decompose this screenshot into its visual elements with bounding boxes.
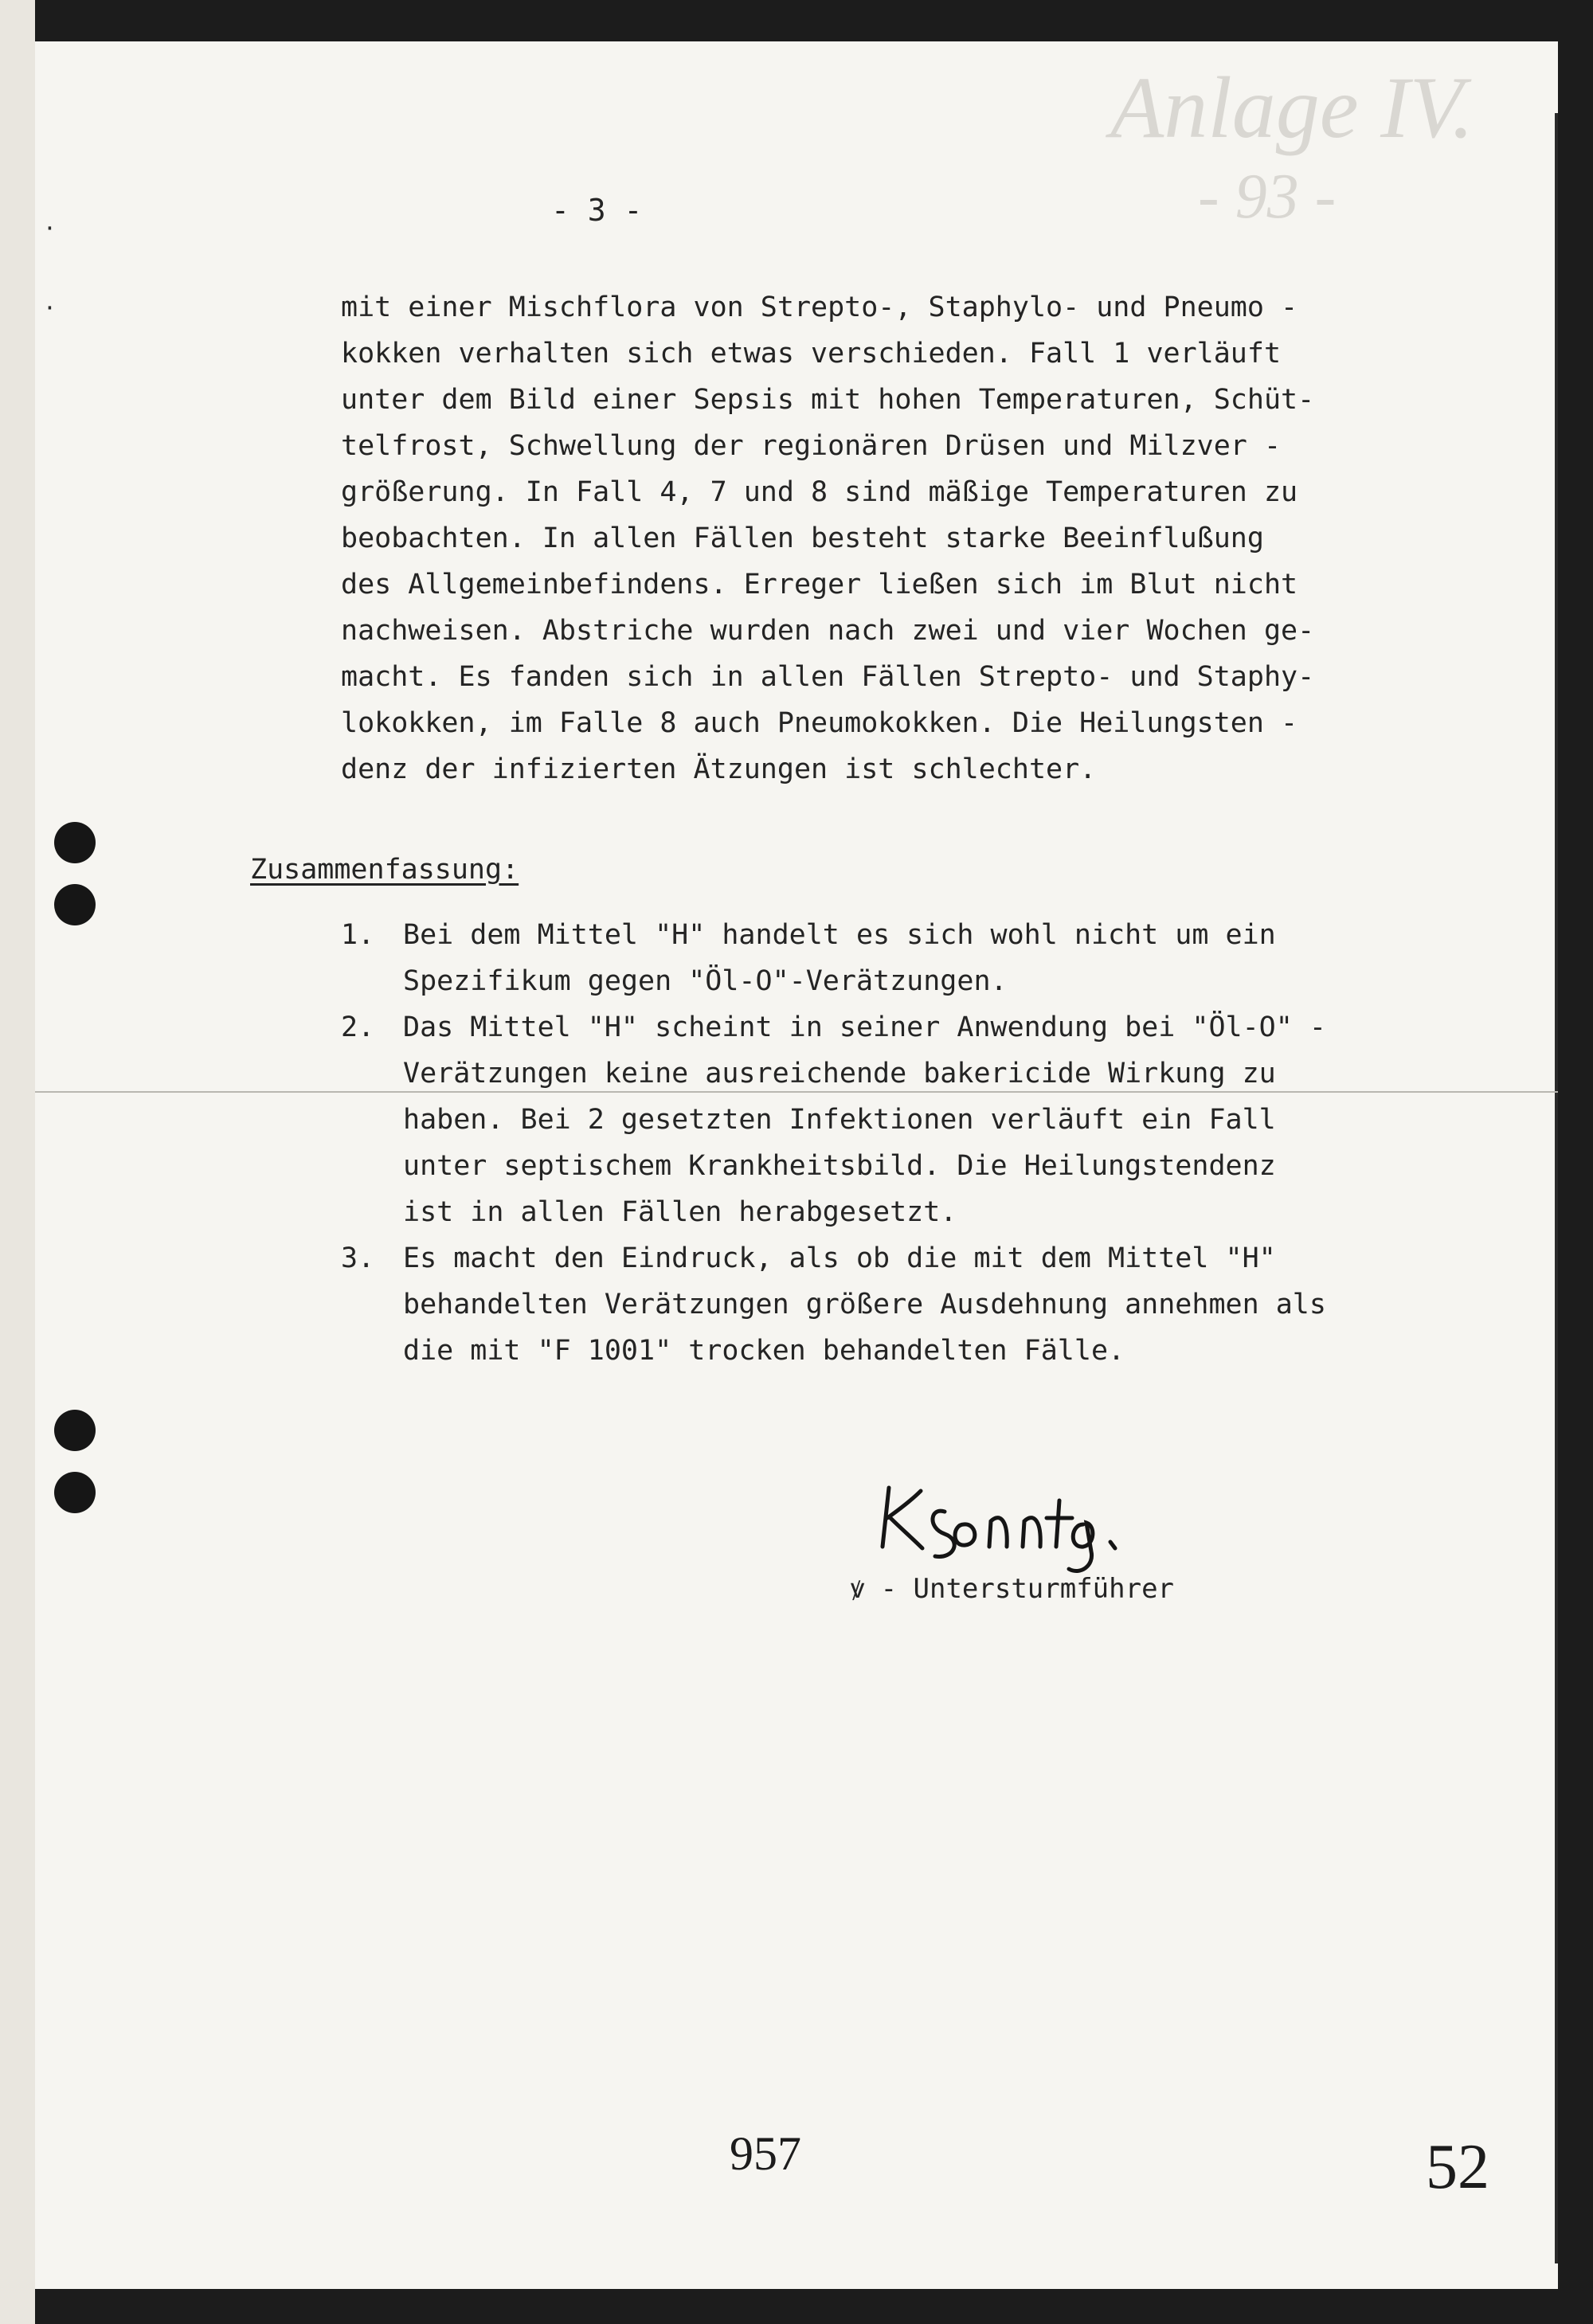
summary-item-number: 1.	[341, 919, 375, 951]
paragraph-line: denz der infizierten Ätzungen ist schlechter.	[341, 753, 1097, 785]
paragraph-line: beobachten. In allen Fällen besteht starke Beeinflußung	[341, 522, 1264, 554]
summary-item-number: 2.	[341, 1011, 375, 1043]
summary-item-line: Das Mittel "H" scheint in seiner Anwendung bei "Öl-O" -	[403, 1011, 1326, 1043]
punch-hole	[54, 1410, 96, 1451]
faint-sheet-number: - 93 -	[1198, 162, 1337, 232]
stray-mark: ·	[43, 215, 57, 241]
summary-item-line: Es macht den Eindruck, als ob die mit dem Mittel "H"	[403, 1242, 1276, 1274]
summary-item-line: behandelten Verätzungen größere Ausdehnung annehmen als	[403, 1289, 1326, 1320]
paragraph-line: macht. Es fanden sich in allen Fällen Strepto- und Staphy-	[341, 661, 1315, 693]
paragraph-line: größerung. In Fall 4, 7 und 8 sind mäßige Temperaturen zu	[341, 476, 1298, 508]
paragraph-line: mit einer Mischflora von Strepto-, Staphylo- und Pneumo -	[341, 291, 1298, 323]
paragraph-line: nachweisen. Abstriche wurden nach zwei und vier Wochen ge-	[341, 615, 1315, 647]
faint-annex-note: Anlage IV.	[1110, 59, 1474, 156]
punch-hole	[54, 1472, 96, 1513]
summary-item-line: Spezifikum gegen "Öl-O"-Verätzungen.	[403, 965, 1008, 997]
summary-item-line: haben. Bei 2 gesetzten Infektionen verläuft ein Fall	[403, 1104, 1276, 1136]
page-right-shadow	[1555, 113, 1558, 2263]
summary-item-line: Verätzungen keine ausreichende bakericide Wirkung zu	[403, 1058, 1276, 1090]
page-number: - 3 -	[551, 193, 643, 228]
fold-line	[35, 1091, 1558, 1093]
folio-number: 52	[1426, 2132, 1489, 2202]
paragraph-line: kokken verhalten sich etwas verschieden. Fall 1 verläuft	[341, 338, 1282, 370]
summary-item-line: Bei dem Mittel "H" handelt es sich wohl nicht um ein	[403, 919, 1276, 951]
summary-heading: Zusammenfassung:	[250, 854, 519, 886]
summary-item-line: ist in allen Fällen herabgesetzt.	[403, 1196, 957, 1228]
paragraph-line: unter dem Bild einer Sepsis mit hohen Temperaturen, Schüt-	[341, 384, 1315, 416]
archive-number: 957	[730, 2127, 801, 2180]
signature-rank: ꝟ - Untersturmführer	[851, 1573, 1175, 1605]
handwritten-signature	[871, 1477, 1206, 1580]
adjacent-page-edge	[0, 0, 35, 2324]
paragraph-line: lokokken, im Falle 8 auch Pneumokokken. Die Heilungsten -	[341, 707, 1298, 739]
document-page	[35, 41, 1558, 2289]
summary-item-number: 3.	[341, 1242, 375, 1274]
paragraph-line: des Allgemeinbefindens. Erreger ließen sich im Blut nicht	[341, 569, 1298, 601]
summary-item-line: unter septischem Krankheitsbild. Die Heilungstendenz	[403, 1150, 1276, 1182]
summary-item-line: die mit "F 1001" trocken behandelten Fälle.	[403, 1335, 1125, 1367]
punch-hole	[54, 884, 96, 925]
paragraph-line: telfrost, Schwellung der regionären Drüsen und Milzver -	[341, 430, 1282, 462]
punch-hole	[54, 822, 96, 863]
stray-mark: ·	[43, 295, 57, 321]
